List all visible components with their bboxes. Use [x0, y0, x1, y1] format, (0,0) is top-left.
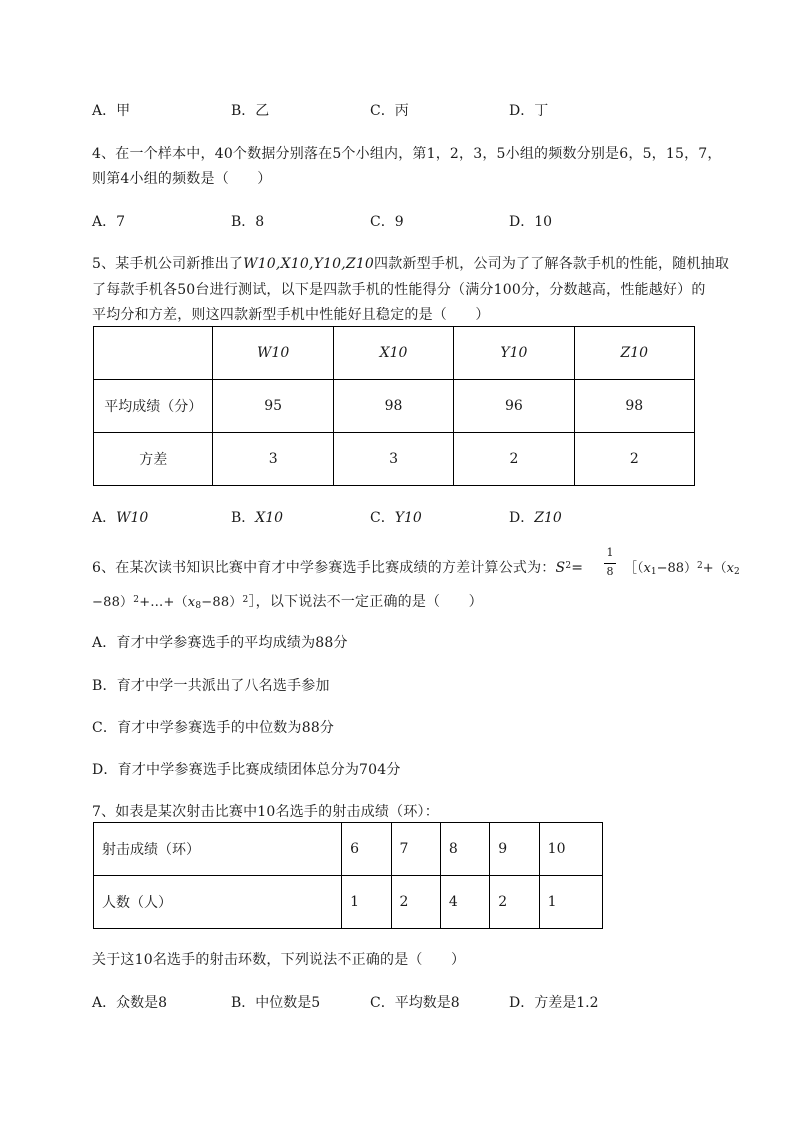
q7-table-cell: 6: [342, 823, 391, 876]
q5-table-cell: 96: [454, 380, 574, 433]
q5-table-header-x10: X10: [333, 327, 453, 380]
q5-option-b-model: X10: [255, 510, 284, 526]
q5-option-b: [231, 507, 283, 527]
q6-x1: x: [643, 561, 651, 576]
q3-option-c: C．丙: [370, 103, 409, 119]
q6-x2-sub: 2: [734, 567, 740, 577]
q5-table-row-average: [94, 380, 695, 433]
q5-table-header-y10: Y10: [454, 327, 574, 380]
q5-line1-models: W10,X10,Y10,Z10: [243, 256, 375, 272]
q6-x8-sub: 8: [195, 601, 202, 611]
q4-option-d: D．10: [509, 214, 553, 230]
q4-option-a: A．7: [92, 214, 126, 230]
q5-option-d-letter: D．: [509, 510, 535, 526]
q7-table-cell: 10: [539, 823, 602, 876]
q5-option-c: [370, 507, 422, 527]
q6-frac-num: 1: [606, 546, 614, 559]
q7-question: 关于这10名选手的射击环数，下列说法不正确的是（ ）: [92, 952, 466, 968]
q5-table-cell: 3: [213, 433, 333, 486]
q6-line2-a: −88）: [92, 595, 134, 610]
q6-formula-tail: [624, 557, 740, 577]
q5-table-row-variance: [94, 433, 695, 486]
q5-line1-pre: 5、某手机公司新推出了: [92, 256, 244, 272]
q7-table-cell: 2: [490, 876, 539, 929]
q5-table-cell: [94, 327, 213, 380]
q5-option-a-letter: A．: [92, 510, 117, 526]
q7-table-row-score: [94, 823, 603, 876]
q7-option-b: B．中位数是5: [231, 995, 321, 1011]
q7-option-c: C．平均数是8: [370, 995, 460, 1011]
q6-frac-den: 8: [606, 565, 614, 578]
q6-option-a: A．育才中学参赛选手的平均成绩为88分: [92, 635, 348, 651]
q6-line2-b: +…+（: [139, 595, 188, 610]
q7-table-cell: 2: [391, 876, 440, 929]
q6-x8: x: [187, 595, 196, 610]
q6-text-line2: [92, 591, 483, 611]
q5-text-line2: 了每款手机各50台进行测试，以下是四款手机的性能得分（满分100分，分数越高，性能越好）的: [92, 282, 706, 298]
q7-text-line1: 7、如表是某次射击比赛中10名选手的射击成绩（环）：: [92, 804, 439, 820]
q5-table-cell: 2: [454, 433, 574, 486]
q5-option-b-letter: B．: [231, 510, 256, 526]
q6-s-symbol: S: [555, 560, 566, 576]
q6-line2-c: −88）: [201, 595, 243, 610]
q7-table-row-count: [94, 876, 603, 929]
q4-option-b: B．8: [231, 214, 265, 230]
q4-option-c: C．9: [370, 214, 404, 230]
q6-line1-pre: 6、在某次读书知识比赛中育才中学参赛选手比赛成绩的方差计算公式为：: [92, 560, 556, 576]
q5-text-line1: [92, 253, 729, 273]
q7-table-cell: 人数（人）: [94, 876, 342, 929]
q6-frac-line: [604, 563, 616, 564]
q7-table-cell: 1: [539, 876, 602, 929]
q5-line1-post: 四款新型手机，公司为了了解各款手机的性能，随机抽取: [374, 256, 730, 272]
q6-sq2: 2: [133, 595, 140, 605]
q5-table-cell: 2: [574, 433, 694, 486]
q5-table-cell: 3: [333, 433, 453, 486]
q6-plus-open: +（: [702, 561, 727, 576]
q7-table-cell: 1: [342, 876, 391, 929]
q6-eq: =: [571, 560, 584, 576]
q5-table-header-row: [94, 327, 695, 380]
q5-table-header-w10: W10: [213, 327, 333, 380]
q6-text-line1: [92, 557, 583, 577]
q6-bracket: ［（: [624, 561, 644, 576]
q6-minus88a: −88）: [656, 561, 698, 576]
q7-option-d: D．方差是1.2: [509, 995, 599, 1011]
q5-table-cell: 95: [213, 380, 333, 433]
q5-table-cell: 98: [333, 380, 453, 433]
q7-table-cell: 7: [391, 823, 440, 876]
q5-table-cell: 98: [574, 380, 694, 433]
q5-option-c-letter: C．: [370, 510, 395, 526]
q6-line2-d: ］，以下说法不一定正确的是（ ）: [248, 594, 483, 610]
q6-s-sup: 2: [565, 561, 572, 571]
q6-option-b: B．育才中学一共派出了八名选手参加: [92, 678, 330, 694]
q5-text-line3: 平均分和方差，则这四款新型手机中性能好且稳定的是（ ）: [92, 307, 490, 323]
q6-option-c: C．育才中学参赛选手的中位数为88分: [92, 720, 335, 736]
q7-table-cell: 射击成绩（环）: [94, 823, 342, 876]
q4-text-line1: 4、在一个样本中，40个数据分别落在5个小组内，第1，2，3，5小组的频数分别是6，5，15，7，: [92, 146, 722, 162]
q7-table-cell: 9: [490, 823, 539, 876]
q3-option-b: B．乙: [231, 103, 270, 119]
q6-x1-sub: 1: [650, 567, 657, 577]
q7-table: [93, 822, 603, 929]
q6-option-d: D．育才中学参赛选手比赛成绩团体总分为704分: [92, 762, 401, 778]
q4-text-line2: 则第4小组的频数是（ ）: [92, 171, 272, 187]
q6-sq3: 2: [242, 595, 249, 605]
q7-table-cell: 4: [440, 876, 489, 929]
q3-option-d: D．丁: [509, 103, 549, 119]
q3-option-a: A．甲: [92, 103, 131, 119]
q5-option-a-model: W10: [116, 510, 149, 526]
q5-table-header-z10: Z10: [574, 327, 694, 380]
q7-table-cell: 8: [440, 823, 489, 876]
q7-option-a: A．众数是8: [92, 995, 168, 1011]
q6-x2: x: [726, 561, 735, 576]
q5-table-cell: 平均成绩（分）: [94, 380, 213, 433]
q5-option-a: [92, 507, 148, 527]
q5-option-d-model: Z10: [534, 510, 562, 526]
q5-table: [93, 326, 695, 486]
q5-table-cell: 方差: [94, 433, 213, 486]
q5-option-c-model: Y10: [394, 510, 422, 526]
q6-sq1: 2: [697, 561, 703, 571]
q5-option-d: [509, 507, 562, 527]
